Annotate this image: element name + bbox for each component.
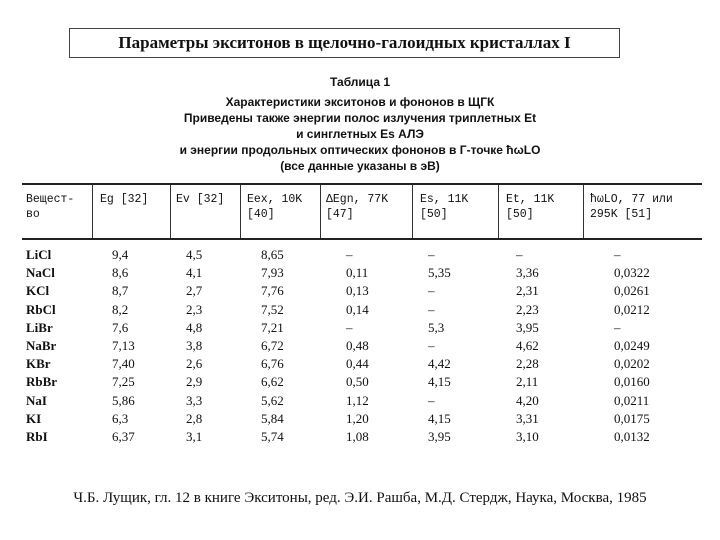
value-cell: 3,95 (428, 429, 451, 444)
value-cell: 8,6 (112, 265, 129, 281)
substance-cell: KBr (26, 356, 51, 372)
column-header: [40] (247, 208, 275, 221)
value-cell: 5,3 (428, 319, 445, 335)
value-cell: 6,62 (261, 374, 284, 390)
column-divider (92, 185, 93, 238)
value-cell: – (428, 283, 435, 299)
substance-cell: RbCl (26, 301, 56, 317)
value-cell: 5,74 (261, 429, 284, 444)
substance-cell: KI (26, 410, 42, 426)
value-cell: 5,86 (112, 392, 135, 408)
caption-line: Характеристики экситонов и фононов в ЩГК (225, 95, 495, 109)
substance-cell: RbI (26, 429, 48, 444)
value-cell: 1,08 (346, 429, 369, 444)
caption-line: и синглетных Es АЛЭ (296, 127, 424, 141)
value-cell: 0,0211 (614, 392, 650, 408)
column-header: Ev [32] (176, 193, 225, 206)
value-cell: – (346, 319, 353, 335)
value-cell: – (428, 301, 435, 317)
value-cell: 2,3 (186, 301, 203, 317)
substance-cell: NaI (26, 392, 47, 408)
value-cell: 0,48 (346, 338, 369, 353)
substance-cell: LiCl (26, 247, 52, 262)
value-cell: 1,12 (346, 392, 369, 408)
value-cell: 2,7 (186, 283, 203, 299)
value-cell: 3,95 (516, 319, 539, 335)
value-cell: 3,8 (186, 338, 203, 353)
column-divider (583, 185, 584, 238)
value-cell: 7,21 (261, 319, 284, 335)
value-cell: 4,15 (428, 374, 451, 390)
value-cell: 0,0212 (614, 301, 650, 317)
value-cell: 0,50 (346, 374, 369, 390)
column-divider (320, 185, 321, 238)
table-header-rule (22, 238, 702, 240)
column-header: Et, 11K (506, 193, 555, 206)
value-cell: 2,8 (186, 410, 203, 426)
value-cell: 4,42 (428, 356, 451, 372)
value-cell: 0,11 (346, 265, 369, 281)
value-cell: 4,20 (516, 392, 539, 408)
value-cell: 0,0261 (614, 283, 650, 299)
value-cell: 5,62 (261, 392, 284, 408)
value-cell: 3,1 (186, 429, 203, 444)
value-cell: 8,7 (112, 283, 129, 299)
value-cell: 4,1 (186, 265, 203, 281)
column-divider (170, 185, 171, 238)
value-cell: 2,28 (516, 356, 539, 372)
column-header: Вещест- (26, 193, 75, 206)
column-header: Es, 11K (420, 193, 469, 206)
value-cell: 7,6 (112, 319, 129, 335)
value-cell: 6,76 (261, 356, 284, 372)
column-header: [50] (506, 208, 534, 221)
substance-cell: RbBr (26, 374, 58, 390)
column-header: Eg [32] (100, 193, 149, 206)
value-cell: 0,0175 (614, 410, 650, 426)
value-cell: 2,11 (516, 374, 539, 390)
substance-cell: NaBr (26, 338, 57, 353)
value-cell: 7,93 (261, 265, 284, 281)
value-cell: 0,13 (346, 283, 369, 299)
value-cell: 3,31 (516, 410, 539, 426)
value-cell: 7,25 (112, 374, 135, 390)
value-cell: – (428, 247, 435, 262)
value-cell: 5,35 (428, 265, 451, 281)
value-cell: – (614, 247, 621, 262)
value-cell: – (346, 247, 353, 262)
column-header: [47] (326, 208, 354, 221)
caption-line: (все данные указаны в эВ) (280, 159, 440, 173)
value-cell: – (516, 247, 523, 262)
substance-cell: NaCl (26, 265, 55, 281)
value-cell: 2,6 (186, 356, 203, 372)
value-cell: – (428, 338, 435, 353)
slide-title: Параметры экситонов в щелочно-галоидных кристаллах I (69, 28, 620, 58)
value-cell: 2,9 (186, 374, 203, 390)
value-cell: 4,62 (516, 338, 539, 353)
value-cell: 7,40 (112, 356, 135, 372)
value-cell: 7,76 (261, 283, 284, 299)
value-cell: 0,0202 (614, 356, 650, 372)
value-cell: 8,65 (261, 247, 284, 262)
value-cell: 9,4 (112, 247, 129, 262)
column-header: 295K [51] (590, 208, 653, 221)
value-cell: 0,0322 (614, 265, 650, 281)
value-cell: 0,0132 (614, 429, 650, 444)
value-cell: 0,0160 (614, 374, 650, 390)
value-cell: 1,20 (346, 410, 369, 426)
value-cell: 0,0249 (614, 338, 650, 353)
source-citation: Ч.Б. Лущик, гл. 12 в книге Экситоны, ред. Э.И. Рашба, М.Д. Стердж, Наука, Москва, 1985 (73, 490, 647, 506)
table-number: Таблица 1 (329, 75, 391, 89)
value-cell: 6,37 (112, 429, 135, 444)
column-divider (240, 185, 241, 238)
column-header: [50] (420, 208, 448, 221)
value-cell: 4,8 (186, 319, 203, 335)
value-cell: 4,15 (428, 410, 451, 426)
substance-cell: KCl (26, 283, 50, 299)
value-cell: – (428, 392, 435, 408)
caption-line: и энергии продольных оптических фононов в Г-точке ħωLO (179, 143, 541, 157)
value-cell: 3,10 (516, 429, 539, 444)
value-cell: 5,84 (261, 410, 284, 426)
column-divider (498, 185, 499, 238)
value-cell: 6,3 (112, 410, 129, 426)
caption-line: Приведены также энергии полос излучения триплетных Et (183, 111, 537, 125)
column-divider (412, 185, 413, 238)
value-cell: 0,44 (346, 356, 369, 372)
table-top-rule (22, 183, 702, 185)
column-header: ΔEgn, 77K (326, 193, 389, 206)
value-cell: – (614, 319, 621, 335)
value-cell: 4,5 (186, 247, 203, 262)
column-header: во (26, 208, 40, 221)
value-cell: 7,52 (261, 301, 284, 317)
value-cell: 2,23 (516, 301, 539, 317)
value-cell: 3,3 (186, 392, 203, 408)
column-header: Eex, 10K (247, 193, 303, 206)
value-cell: 7,13 (112, 338, 135, 353)
substance-cell: LiBr (26, 319, 53, 335)
value-cell: 8,2 (112, 301, 129, 317)
value-cell: 3,36 (516, 265, 539, 281)
column-header: ħωLO, 77 или (590, 193, 673, 206)
value-cell: 2,31 (516, 283, 539, 299)
value-cell: 6,72 (261, 338, 284, 353)
value-cell: 0,14 (346, 301, 369, 317)
